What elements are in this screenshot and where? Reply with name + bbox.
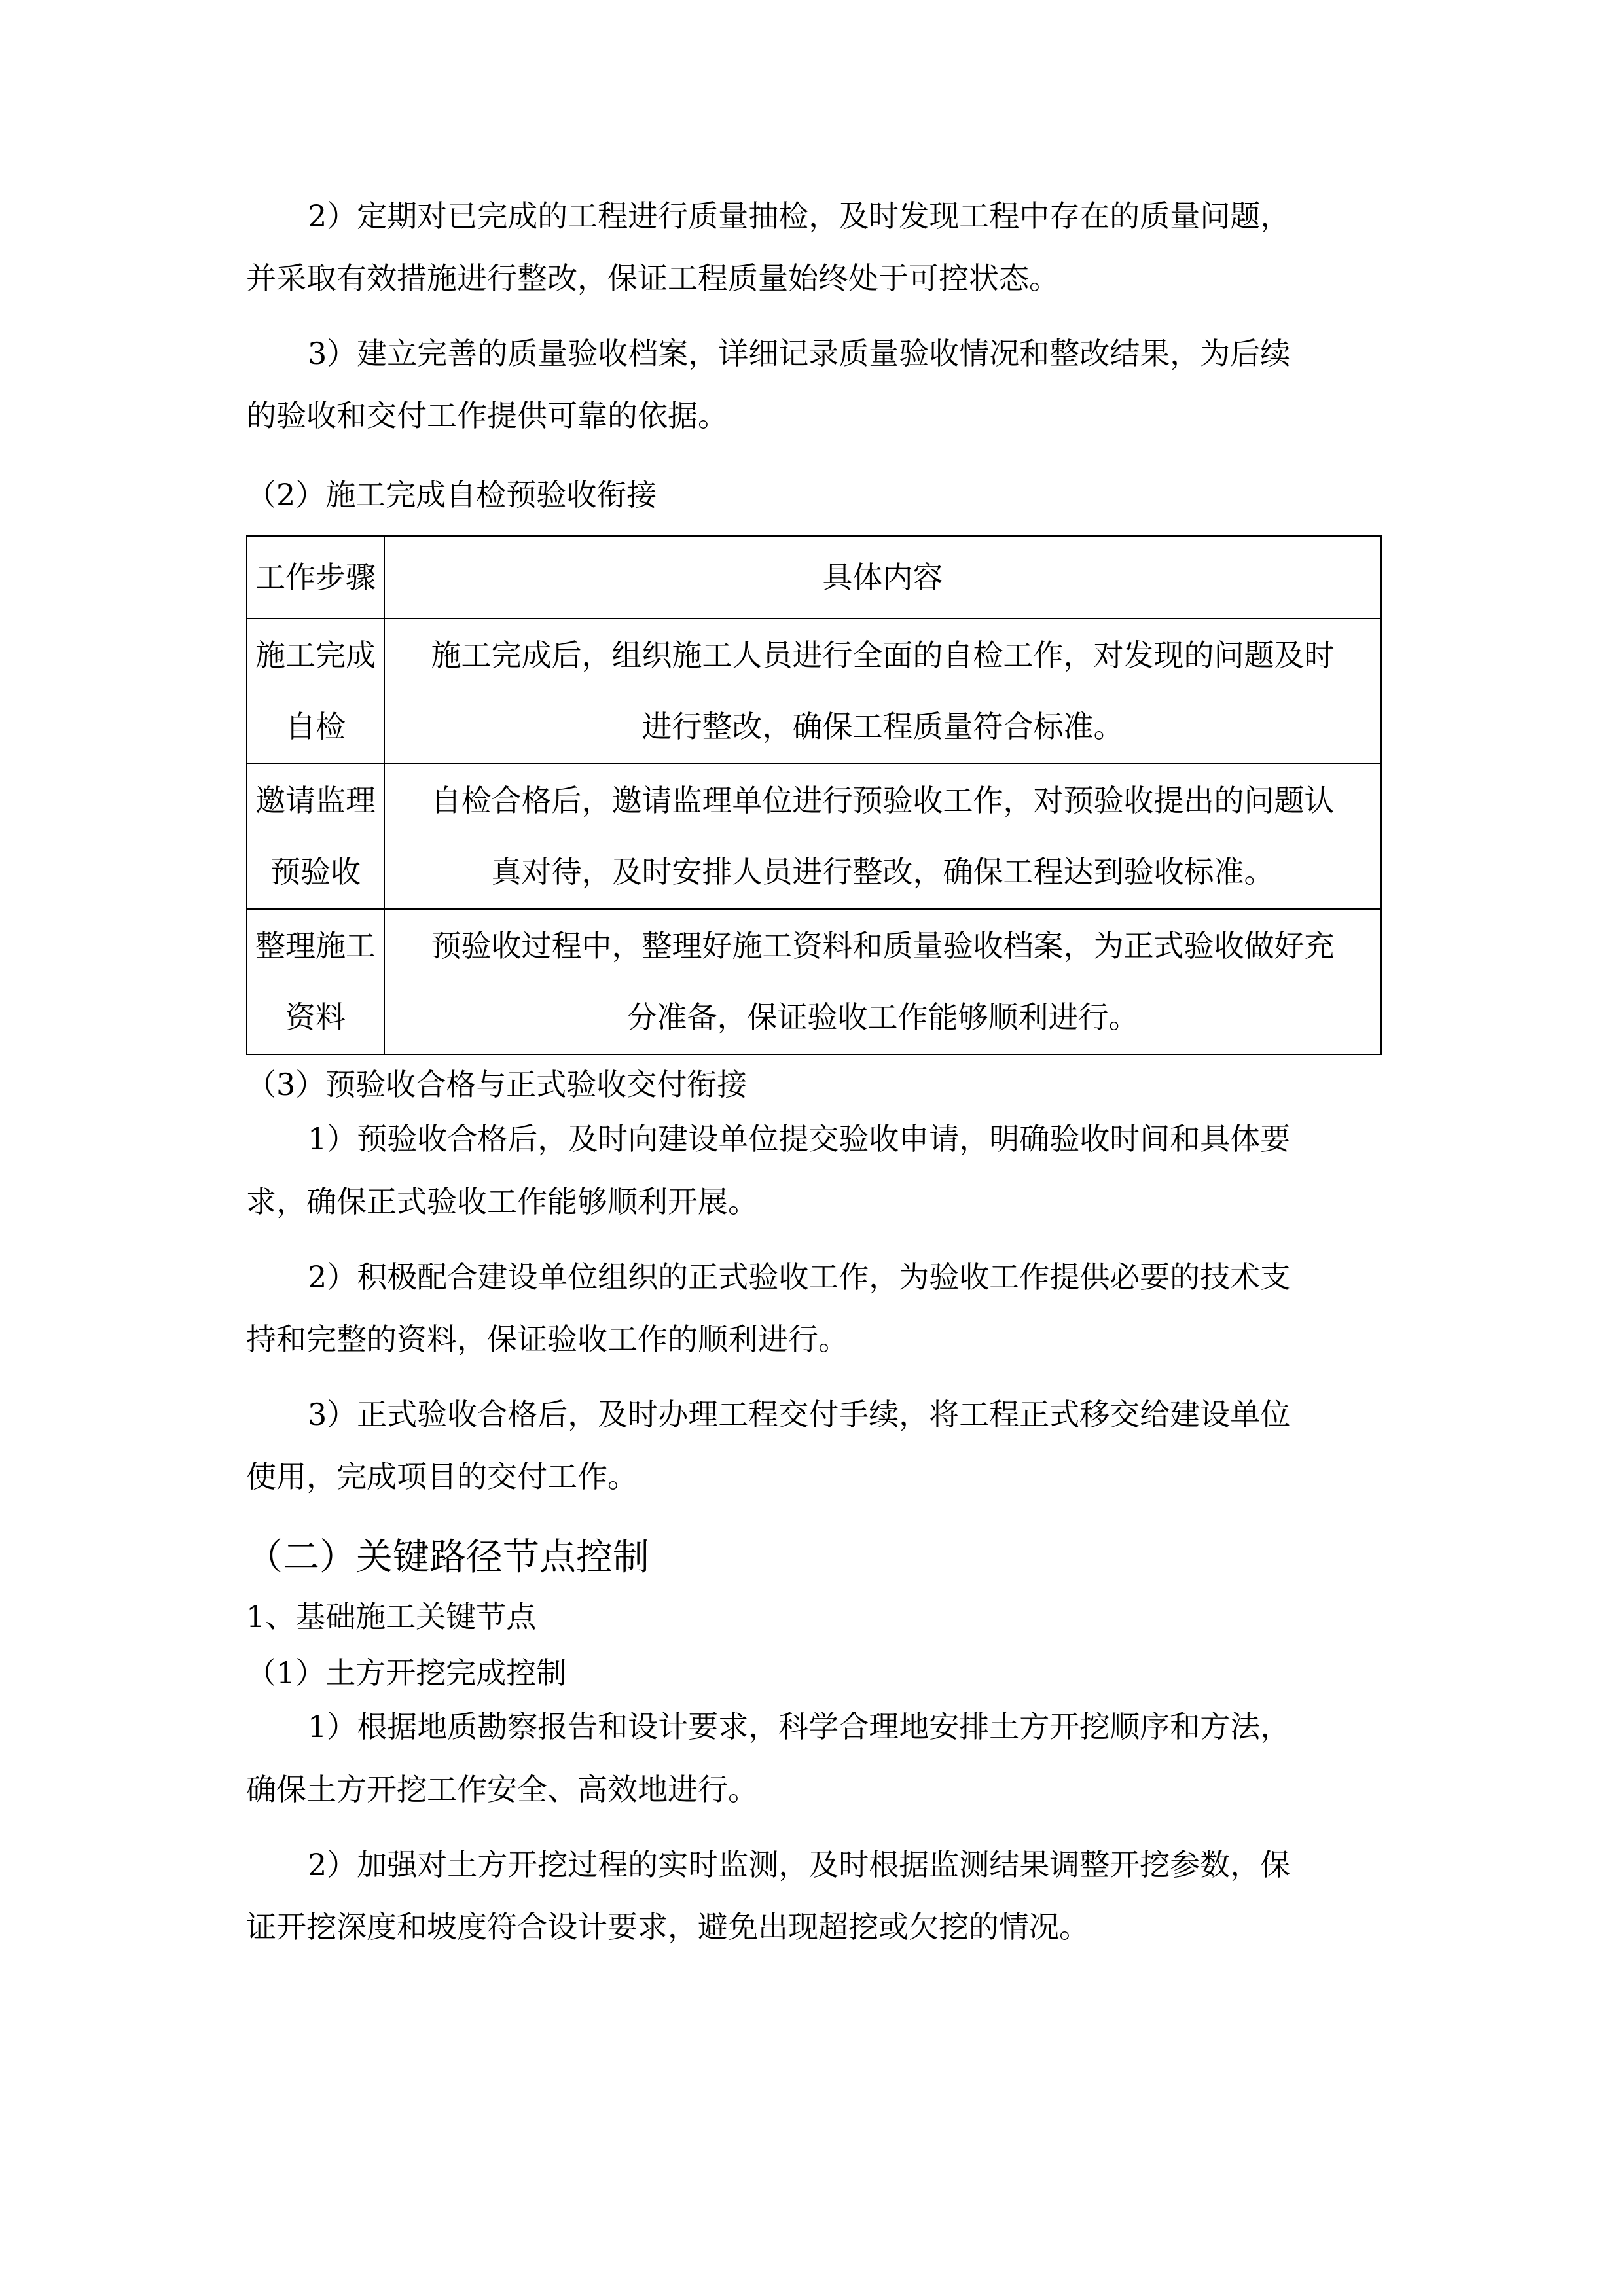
- content-line: 施工完成后，组织施工人员进行全面的自检工作，对发现的问题及时: [431, 637, 1335, 673]
- step-line: 预验收: [270, 854, 361, 889]
- table-row: [247, 619, 1381, 764]
- content-cell: [384, 764, 1381, 909]
- content-line: 分准备，保证验收工作能够顺利进行。: [626, 999, 1139, 1035]
- step-cell: [247, 909, 384, 1054]
- section-3-item-3-line-2: 使用，完成项目的交付工作。: [246, 1459, 638, 1494]
- content-line: 真对待，及时安排人员进行整改，确保工程达到验收标准。: [491, 854, 1274, 889]
- section-2-title: （2）施工完成自检预验收衔接: [246, 477, 657, 512]
- subsection-1-title: （1）土方开挖完成控制: [246, 1655, 567, 1691]
- content-line: 进行整改，确保工程质量符合标准。: [641, 709, 1124, 744]
- step-cell: [247, 764, 384, 909]
- header-step: 工作步骤: [247, 536, 384, 619]
- subsection-1-item-1-line-2: 确保土方开挖工作安全、高效地进行。: [246, 1772, 758, 1807]
- section-3-item-2-line-1: 2）积极配合建设单位组织的正式验收工作，为验收工作提供必要的技术支: [308, 1259, 1291, 1295]
- intro-item-2-line-2: 的验收和交付工作提供可靠的依据。: [246, 398, 728, 433]
- subsection-1-item-2-line-1: 2）加强对土方开挖过程的实时监测，及时根据监测结果调整开挖参数，保: [308, 1847, 1291, 1882]
- subsection-1-item-2-line-2: 证开挖深度和坡度符合设计要求，避免出现超挖或欠挖的情况。: [246, 1909, 1089, 1945]
- subheading-1: 1、基础施工关键节点: [246, 1599, 537, 1634]
- step-cell: [247, 619, 384, 764]
- content-line: 预验收过程中，整理好施工资料和质量验收档案，为正式验收做好充: [431, 928, 1335, 963]
- content-cell: [384, 909, 1381, 1054]
- section-3-item-3-line-1: 3）正式验收合格后，及时办理工程交付手续，将工程正式移交给建设单位: [308, 1397, 1291, 1432]
- section-3-title: （3）预验收合格与正式验收交付衔接: [246, 1067, 748, 1102]
- subsection-1-item-1-line-1: 1）根据地质勘察报告和设计要求，科学合理地安排土方开挖顺序和方法，: [308, 1709, 1291, 1744]
- step-line: 邀请监理: [255, 783, 376, 818]
- table-row: [247, 764, 1381, 909]
- step-line: 自检: [285, 709, 346, 744]
- content-line: 自检合格后，邀请监理单位进行预验收工作，对预验收提出的问题认: [431, 783, 1335, 818]
- intro-item-1-line-1: 2）定期对已完成的工程进行质量抽检，及时发现工程中存在的质量问题，: [308, 198, 1291, 234]
- step-line: 资料: [285, 999, 346, 1035]
- content-cell: [384, 619, 1381, 764]
- step-line: 整理施工: [255, 928, 376, 963]
- heading-2: （二）关键路径节点控制: [246, 1536, 649, 1579]
- header-content: 具体内容: [384, 536, 1381, 619]
- table-header-row: [247, 536, 1381, 619]
- table-row: [247, 909, 1381, 1054]
- section-3-item-2-line-2: 持和完整的资料，保证验收工作的顺利进行。: [246, 1321, 848, 1357]
- intro-item-2-line-1: 3）建立完善的质量验收档案，详细记录质量验收情况和整改结果，为后续: [308, 336, 1291, 371]
- section-3-item-1-line-1: 1）预验收合格后，及时向建设单位提交验收申请，明确验收时间和具体要: [308, 1121, 1291, 1157]
- work-steps-table: [246, 535, 1382, 1055]
- section-3-item-1-line-2: 求，确保正式验收工作能够顺利开展。: [246, 1184, 758, 1219]
- intro-item-1-line-2: 并采取有效措施进行整改，保证工程质量始终处于可控状态。: [246, 260, 1059, 296]
- step-line: 施工完成: [255, 637, 376, 673]
